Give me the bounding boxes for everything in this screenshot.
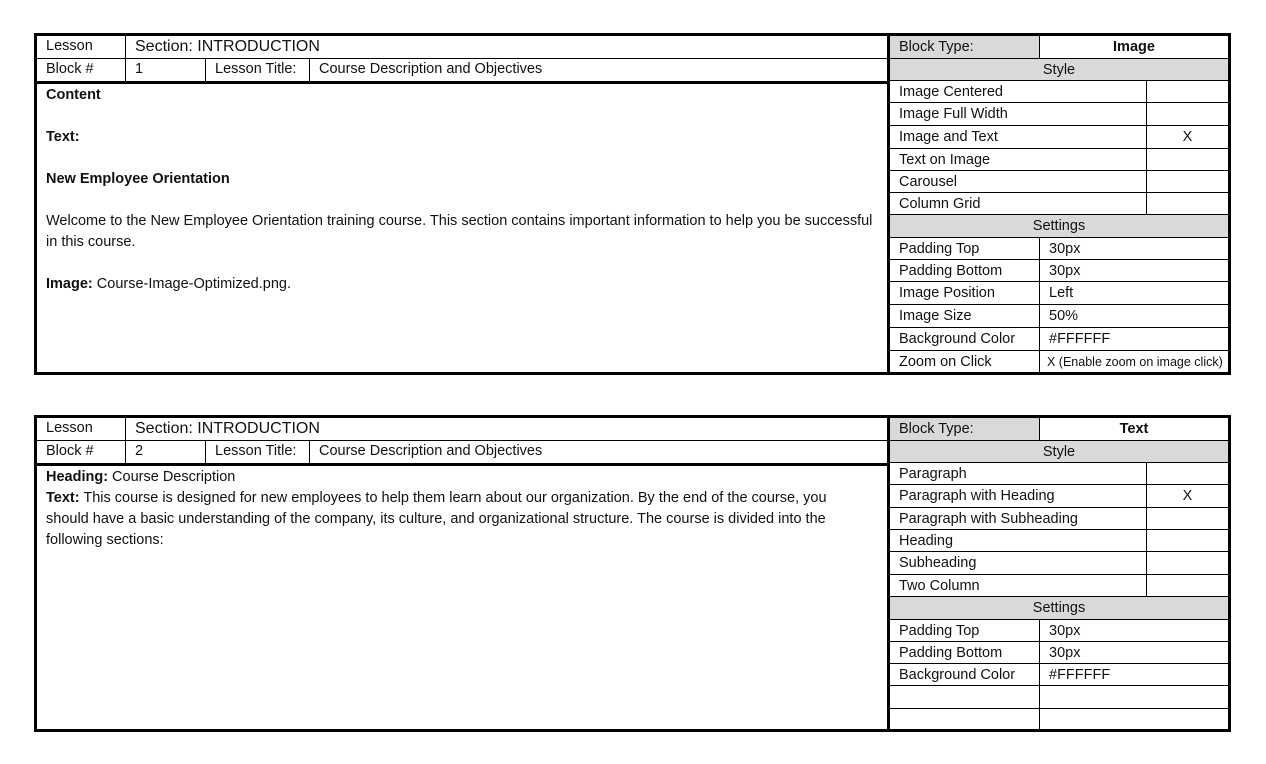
style-option-mark — [1146, 463, 1228, 484]
style-option-name: Paragraph — [899, 465, 967, 482]
setting-name: Zoom on Click — [899, 353, 992, 370]
setting-row — [890, 620, 1228, 642]
block-number: 2 — [125, 441, 205, 463]
block-content — [46, 85, 881, 295]
style-option-name: Carousel — [899, 173, 958, 190]
lesson-block-2 — [34, 415, 1231, 732]
setting-name: Padding Bottom — [899, 644, 1003, 661]
setting-value: 50% — [1039, 305, 1228, 327]
setting-value: #FFFFFF — [1039, 664, 1228, 685]
style-option-row — [890, 81, 1228, 103]
lesson-title: Course Description and Objectives — [309, 59, 887, 81]
block-properties-pane — [890, 418, 1228, 729]
setting-row — [890, 664, 1228, 686]
lesson-title: Course Description and Objectives — [309, 441, 887, 463]
lesson-label: Lesson — [46, 38, 93, 54]
style-option-row — [890, 552, 1228, 575]
setting-value: 30px — [1039, 238, 1228, 259]
setting-value: Left — [1039, 282, 1228, 304]
setting-row — [890, 305, 1228, 328]
block-content-pane — [37, 36, 890, 372]
image-label: Image: — [46, 276, 93, 292]
block-type-row — [890, 36, 1228, 59]
setting-name: Padding Top — [899, 240, 980, 257]
setting-value — [1039, 686, 1228, 708]
style-option-name: Column Grid — [899, 195, 981, 212]
style-option-row — [890, 149, 1228, 171]
setting-value: 30px — [1039, 620, 1228, 641]
text-line — [46, 488, 873, 551]
lesson-header-row — [37, 418, 887, 441]
style-option-name: Paragraph with Heading — [899, 488, 1055, 504]
settings-label: Settings — [1032, 218, 1086, 234]
style-label: Style — [1042, 443, 1076, 460]
block-header-row — [37, 441, 887, 466]
setting-value: 30px — [1039, 642, 1228, 663]
style-option-mark — [1146, 81, 1228, 102]
setting-name: Padding Bottom — [899, 262, 1003, 279]
content-paragraph: This course is designed for new employees to help them learn about our organization. By the end of the course, you should have a basic understanding of the company, its culture, and organizational structure. The course is divided into the following sections: — [46, 490, 827, 548]
block-content-pane — [37, 418, 890, 729]
setting-value: X (Enable zoom on image click) — [1039, 351, 1228, 372]
style-option-mark — [1146, 103, 1228, 125]
style-option-row — [890, 575, 1228, 597]
setting-name: Padding Top — [899, 622, 980, 639]
style-option-mark — [1146, 530, 1228, 551]
setting-name: Image Position — [899, 285, 995, 301]
block-type-value: Image — [1039, 36, 1228, 58]
setting-row — [890, 238, 1228, 260]
block-number-label: Block # — [46, 61, 94, 77]
block-content — [46, 467, 873, 551]
style-option-name: Heading — [899, 532, 954, 549]
style-option-mark — [1146, 552, 1228, 574]
image-filename: Course-Image-Optimized.png. — [92, 276, 291, 292]
block-type-row — [890, 418, 1228, 441]
content-heading: Course Description — [108, 469, 236, 485]
style-option-row — [890, 103, 1228, 126]
style-option-mark: X — [1146, 485, 1228, 507]
style-option-name: Image and Text — [899, 129, 998, 145]
style-option-name: Image Centered — [899, 83, 1003, 100]
style-header — [890, 59, 1228, 81]
section-name: Section: INTRODUCTION — [125, 36, 887, 58]
block-type-label: Block Type: — [890, 36, 1039, 58]
setting-row-empty — [890, 709, 1228, 729]
lesson-block-1 — [34, 33, 1231, 375]
content-heading: New Employee Orientation — [46, 171, 230, 187]
style-header — [890, 441, 1228, 463]
style-option-row — [890, 463, 1228, 485]
lesson-title-label: Lesson Title: — [205, 441, 309, 463]
setting-name: Image Size — [899, 308, 972, 324]
content-paragraph: Welcome to the New Employee Orientation training course. This section contains important information to help you be successful in this course. — [46, 213, 873, 250]
style-option-mark — [1146, 193, 1228, 214]
style-option-name: Paragraph with Subheading — [899, 510, 1078, 527]
style-option-name: Subheading — [899, 555, 977, 571]
style-option-row — [890, 193, 1228, 215]
style-option-name: Text on Image — [899, 151, 991, 168]
lesson-header-row — [37, 36, 887, 59]
setting-name: Background Color — [899, 331, 1016, 347]
heading-line — [46, 467, 873, 488]
section-name: Section: INTRODUCTION — [125, 418, 887, 440]
lesson-label: Lesson — [46, 420, 93, 436]
style-option-row — [890, 485, 1228, 508]
style-option-row — [890, 530, 1228, 552]
block-type-value: Text — [1039, 418, 1228, 440]
image-line — [46, 274, 881, 295]
style-label: Style — [1042, 61, 1076, 78]
style-option-mark: X — [1146, 126, 1228, 148]
setting-value — [1039, 709, 1228, 729]
settings-label: Settings — [1032, 600, 1086, 616]
setting-row-empty — [890, 686, 1228, 709]
setting-row — [890, 282, 1228, 305]
block-number-label: Block # — [46, 443, 94, 459]
setting-row — [890, 260, 1228, 282]
lesson-title-label: Lesson Title: — [205, 59, 309, 81]
content-label: Content — [46, 87, 101, 103]
heading-label: Heading: — [46, 469, 109, 485]
style-option-row — [890, 126, 1228, 149]
setting-value: 30px — [1039, 260, 1228, 281]
style-option-name: Image Full Width — [899, 106, 1008, 122]
block-header-row — [37, 59, 887, 84]
setting-row — [890, 642, 1228, 664]
style-option-mark — [1146, 149, 1228, 170]
style-option-row — [890, 508, 1228, 530]
style-option-mark — [1146, 508, 1228, 529]
setting-value: #FFFFFF — [1039, 328, 1228, 350]
style-option-name: Two Column — [899, 577, 980, 594]
style-option-row — [890, 171, 1228, 193]
setting-name — [890, 709, 1039, 729]
style-option-mark — [1146, 171, 1228, 192]
block-type-label: Block Type: — [890, 418, 1039, 440]
settings-header — [890, 215, 1228, 238]
setting-name: Background Color — [899, 666, 1016, 683]
style-option-mark — [1146, 575, 1228, 596]
block-properties-pane — [890, 36, 1228, 372]
text-label: Text: — [46, 129, 80, 145]
setting-row — [890, 351, 1228, 372]
setting-row — [890, 328, 1228, 351]
block-number: 1 — [125, 59, 205, 81]
setting-name — [890, 686, 1039, 708]
text-label: Text: — [46, 490, 80, 506]
settings-header — [890, 597, 1228, 620]
